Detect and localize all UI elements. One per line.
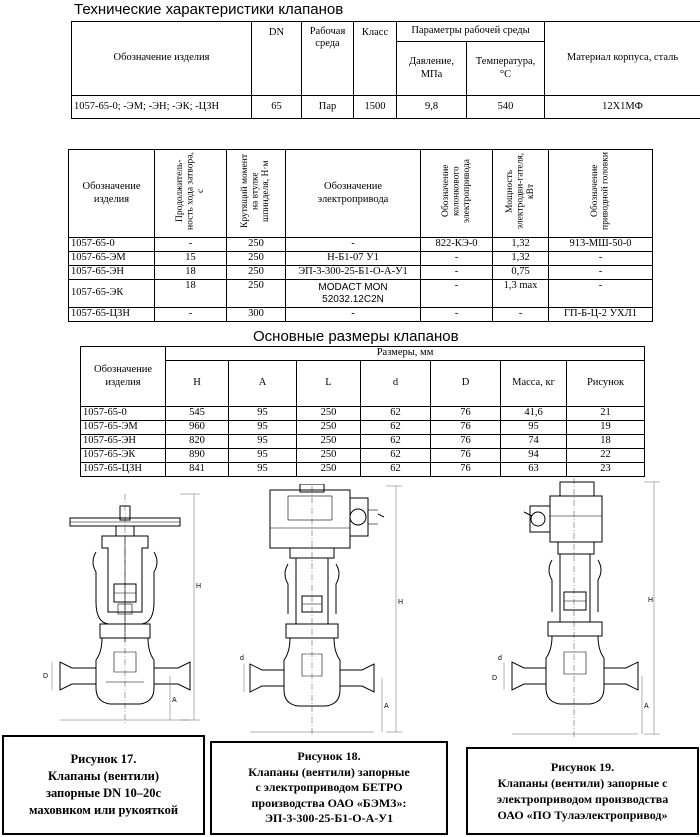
drive-cell-designation: 1057-65-ЦЗН [69, 308, 155, 322]
tech-cell-class: 1500 [354, 96, 397, 119]
dims-cell-mass: 95 [501, 421, 567, 435]
dims-cell-designation: 1057-65-0 [81, 407, 166, 421]
tech-header-pressure: Давление, МПа [397, 42, 467, 96]
dims-cell-h: 545 [166, 407, 229, 421]
drive-row [69, 308, 653, 322]
drive-cell-designation: 1057-65-ЭМ [69, 252, 155, 266]
drive-cell-duration: 18 [155, 280, 227, 308]
dim-label-d-small: d [498, 655, 502, 662]
drive-row [69, 266, 653, 280]
dims-header-figure: Рисунок [567, 361, 645, 407]
dims-cell-l: 250 [297, 421, 361, 435]
dims-cell-mass: 41,6 [501, 407, 567, 421]
dims-cell-d-big: 76 [431, 435, 501, 449]
figure-caption-19 [466, 747, 699, 835]
drive-row [69, 280, 653, 308]
dims-title: Основные размеры клапанов [253, 328, 459, 345]
dims-cell-designation: 1057-65-ЦЗН [81, 463, 166, 477]
dims-row [81, 463, 645, 477]
drive-cell-head: ГП-Б-Ц-2 УХЛ1 [549, 308, 653, 322]
tech-row [72, 96, 700, 119]
dims-cell-h: 890 [166, 449, 229, 463]
dims-cell-l: 250 [297, 463, 361, 477]
dims-cell-l: 250 [297, 407, 361, 421]
drive-cell-gearbox: - [421, 308, 493, 322]
dim-label-d-big: D [492, 675, 498, 682]
tech-cell-medium: Пар [302, 96, 354, 119]
dims-cell-a: 95 [229, 463, 297, 477]
dims-cell-designation: 1057-65-ЭН [81, 435, 166, 449]
dims-cell-d-small: 62 [361, 449, 431, 463]
dims-cell-mass: 94 [501, 449, 567, 463]
valve-drawing-tula-actuator [478, 476, 668, 746]
figure-line: Клапаны (вентили) [47, 769, 160, 784]
dims-cell-d-small: 62 [361, 407, 431, 421]
drive-header-head: Обозначение приводной головки [590, 152, 611, 231]
figure-line: ЭП-3-300-25-Б1-О-А-У1 [264, 811, 394, 826]
valve-drawing-betro-actuator [240, 484, 410, 744]
drive-cell-gearbox: - [421, 266, 493, 280]
dim-label-a: A [384, 703, 389, 710]
figure-caption-18 [210, 741, 448, 835]
drive-header-actuator: Обозначение электропривода [286, 150, 421, 238]
drive-cell-torque: 300 [227, 308, 286, 322]
figure-number: Рисунок 18. [297, 749, 361, 764]
drive-cell-head: - [549, 252, 653, 266]
tech-cell-dn: 65 [252, 96, 302, 119]
dims-cell-d-small: 62 [361, 435, 431, 449]
dims-header-a: A [229, 361, 297, 407]
drive-cell-duration: - [155, 238, 227, 252]
dims-header-mass: Масса, кг [501, 361, 567, 407]
figure-line: с электроприводом БЕТРО [255, 780, 403, 795]
dims-cell-mass: 63 [501, 463, 567, 477]
tech-header-temperature: Температура, °С [467, 42, 545, 96]
dim-label-a: A [644, 703, 649, 710]
dims-cell-d-small: 62 [361, 421, 431, 435]
dim-label-h: H [648, 597, 654, 604]
figure-line: электроприводом производства [496, 792, 669, 806]
tech-header-medium: Рабочая среда [302, 22, 354, 96]
dim-label-h: H [196, 583, 202, 590]
dims-cell-h: 841 [166, 463, 229, 477]
drive-cell-power: - [493, 308, 549, 322]
tech-header-dn: DN [252, 22, 302, 96]
dims-cell-designation: 1057-65-ЭК [81, 449, 166, 463]
tech-title: Технические характеристики клапанов [74, 1, 344, 18]
dims-cell-d-small: 62 [361, 463, 431, 477]
dims-cell-a: 95 [229, 407, 297, 421]
dims-row [81, 407, 645, 421]
dims-header-sizes: Размеры, мм [166, 347, 645, 361]
drive-cell-torque: 250 [227, 280, 286, 308]
dims-cell-a: 95 [229, 449, 297, 463]
tech-table [71, 21, 700, 119]
drive-cell-power: 1,32 [493, 252, 549, 266]
drive-cell-actuator: - [286, 238, 421, 252]
dims-cell-d-big: 76 [431, 407, 501, 421]
figure-line: ОАО «ПО Тулаэлектропривод» [497, 808, 668, 823]
tech-header-designation: Обозначение изделия [72, 22, 252, 96]
drive-row [69, 238, 653, 252]
drive-header-power: Мощность электродви-гателя, кВт [504, 153, 536, 230]
drive-cell-head: - [549, 280, 653, 308]
dims-row [81, 421, 645, 435]
figure-caption-17 [2, 735, 205, 835]
drive-cell-duration: 18 [155, 266, 227, 280]
dims-row [81, 435, 645, 449]
tech-header-class: Класс [354, 22, 397, 96]
dims-cell-figure: 19 [567, 421, 645, 435]
dim-label-h: H [398, 599, 404, 606]
dims-cell-d-big: 76 [431, 449, 501, 463]
drive-cell-designation: 1057-65-ЭК [69, 280, 155, 308]
drive-cell-gearbox: 822-КЭ-0 [421, 238, 493, 252]
tech-cell-pressure: 9,8 [397, 96, 467, 119]
dims-cell-h: 820 [166, 435, 229, 449]
drive-cell-gearbox: - [421, 252, 493, 266]
dims-cell-d-big: 76 [431, 421, 501, 435]
dims-cell-h: 960 [166, 421, 229, 435]
dims-cell-designation: 1057-65-ЭМ [81, 421, 166, 435]
figure-line: производства ОАО «БЭМЗ»: [251, 795, 407, 810]
figure-line: Клапаны (вентили) запорные с [497, 775, 668, 790]
drive-cell-torque: 250 [227, 252, 286, 266]
dims-cell-figure: 18 [567, 435, 645, 449]
dims-cell-d-big: 76 [431, 463, 501, 477]
dims-header-d-small: d [361, 361, 431, 407]
drive-cell-power: 1,3 max [493, 280, 549, 308]
dims-table [80, 346, 645, 477]
dims-cell-figure: 22 [567, 449, 645, 463]
dims-header-l: L [297, 361, 361, 407]
drive-row [69, 252, 653, 266]
dims-header-designation: Обозначение изделия [81, 347, 166, 407]
drive-cell-actuator: ЭП-3-300-25-Б1-О-А-У1 [286, 266, 421, 280]
drive-cell-head: - [549, 266, 653, 280]
figure-line: маховиком или рукояткой [28, 802, 179, 817]
drive-header-duration: Продолжитель-ность хода затвора, с [174, 152, 206, 231]
dims-cell-a: 95 [229, 435, 297, 449]
tech-header-params: Параметры рабочей среды [397, 22, 545, 42]
dims-header-h: H [166, 361, 229, 407]
valve-drawing-handwheel [30, 492, 210, 732]
dim-label-d-big: D [43, 673, 49, 680]
dims-cell-mass: 74 [501, 435, 567, 449]
drive-header-gearbox: Обозначение колонкового электропривода [440, 159, 472, 224]
dims-cell-figure: 21 [567, 407, 645, 421]
drive-cell-gearbox: - [421, 280, 493, 308]
figure-number: Рисунок 17. [70, 752, 137, 767]
drive-cell-power: 0,75 [493, 266, 549, 280]
drive-header-torque: Крутящий момент на втулке шпинделя, Н·м [240, 154, 272, 229]
dim-label-a: A [172, 697, 177, 704]
tech-cell-material: 12Х1МФ [545, 96, 700, 119]
drive-header-designation: Обозначение изделия [69, 150, 155, 238]
drive-cell-duration: 15 [155, 252, 227, 266]
tech-header-material: Материал корпуса, сталь [545, 22, 700, 96]
dim-label-d-small: d [240, 655, 244, 662]
dims-cell-a: 95 [229, 421, 297, 435]
drive-cell-head: 913-МШ-50-0 [549, 238, 653, 252]
figure-line: Клапаны (вентили) запорные [248, 764, 410, 779]
drive-cell-designation: 1057-65-0 [69, 238, 155, 252]
drive-table [68, 149, 653, 322]
drive-cell-designation: 1057-65-ЭН [69, 266, 155, 280]
dims-cell-l: 250 [297, 435, 361, 449]
figure-line: запорные DN 10–20с [45, 786, 162, 800]
dims-row [81, 449, 645, 463]
dims-header-d-big: D [431, 361, 501, 407]
figure-number: Рисунок 19. [550, 759, 615, 774]
tech-cell-temperature: 540 [467, 96, 545, 119]
drive-cell-actuator: MODACT MON 52032.12C2N [286, 280, 421, 308]
drive-cell-duration: - [155, 308, 227, 322]
dims-cell-l: 250 [297, 449, 361, 463]
drive-cell-actuator: Н-Б1-07 У1 [286, 252, 421, 266]
tech-cell-designation: 1057-65-0; -ЭМ; -ЭН; -ЭК; -ЦЗН [72, 96, 252, 119]
drive-cell-torque: 250 [227, 238, 286, 252]
drive-cell-actuator: - [286, 308, 421, 322]
drive-cell-power: 1,32 [493, 238, 549, 252]
dims-cell-figure: 23 [567, 463, 645, 477]
drive-cell-torque: 250 [227, 266, 286, 280]
